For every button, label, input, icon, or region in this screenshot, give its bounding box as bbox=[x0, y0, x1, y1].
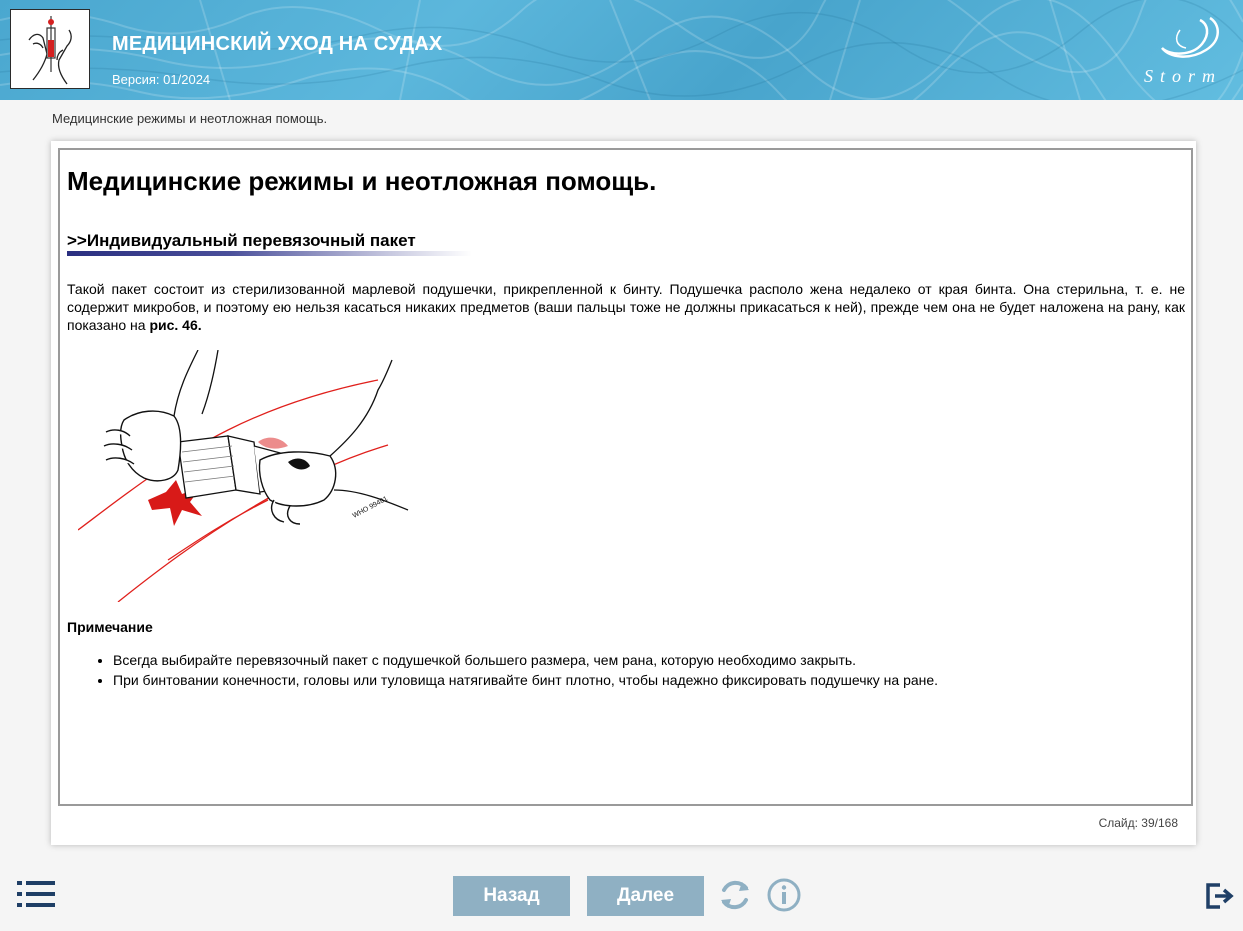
note-list bbox=[67, 650, 1213, 690]
paragraph-text: Такой пакет состоит из стерилизованной марлевой подушечки, прикрепленной к бинту. Подушечка располо жена недалеко от края бинта. Она стерильна, т. е. не содержит микробов, и поэтому ею нельзя касаться никаких предметов (ваши пальцы тоже не должны прикасаться к ней), прежде чем она не будет наложена на рану, как показано на bbox=[67, 281, 1185, 333]
info-button[interactable] bbox=[766, 877, 802, 913]
course-logo bbox=[10, 9, 90, 89]
refresh-button[interactable] bbox=[716, 876, 754, 914]
section-heading: >>Индивидуальный перевязочный пакет bbox=[67, 231, 416, 250]
figure-caption: WHO 99491 bbox=[351, 495, 389, 520]
app-version: Версия: 01/2024 bbox=[112, 72, 211, 87]
slide-frame bbox=[58, 148, 1193, 806]
exit-button[interactable] bbox=[1204, 881, 1234, 911]
syringe-hands-icon bbox=[11, 10, 89, 88]
slide-title: Медицинские режимы и неотложная помощь. bbox=[67, 166, 657, 196]
slide-counter bbox=[1099, 816, 1178, 830]
app-header bbox=[0, 0, 1243, 100]
slide-counter-value: 39/168 bbox=[1141, 816, 1178, 830]
slide-card bbox=[51, 141, 1196, 845]
breadcrumb: Медицинские режимы и неотложная помощь. bbox=[52, 111, 328, 126]
figure-reference: рис. 46. bbox=[149, 317, 202, 333]
menu-list-icon bbox=[17, 880, 57, 908]
storm-logo-icon bbox=[1140, 10, 1230, 90]
refresh-icon bbox=[716, 876, 754, 914]
info-icon bbox=[766, 877, 802, 913]
back-button[interactable]: Назад bbox=[453, 876, 570, 916]
list-item: • При бинтовании конечности, головы или туловища натягивайте бинт плотно, чтобы надежно фиксировать подушечку на ране. bbox=[113, 670, 1213, 690]
bandage-illustration bbox=[78, 350, 413, 602]
brand-text: Storm bbox=[1144, 66, 1223, 86]
section-underline bbox=[67, 251, 472, 256]
bandage-figure bbox=[78, 350, 413, 602]
list-item: • Всегда выбирайте перевязочный пакет с подушечкой большего размера, чем рана, которую необходимо закрыть. bbox=[113, 650, 1213, 670]
exit-icon bbox=[1204, 881, 1234, 911]
storm-brand-logo bbox=[1140, 10, 1230, 90]
note-title: Примечание bbox=[67, 619, 153, 635]
next-button[interactable]: Далее bbox=[587, 876, 704, 916]
main-paragraph bbox=[67, 280, 1185, 334]
app-title: МЕДИЦИНСКИЙ УХОД НА СУДАХ bbox=[112, 33, 443, 55]
menu-button[interactable] bbox=[17, 880, 57, 908]
slide-counter-label: Слайд: bbox=[1098, 816, 1138, 830]
